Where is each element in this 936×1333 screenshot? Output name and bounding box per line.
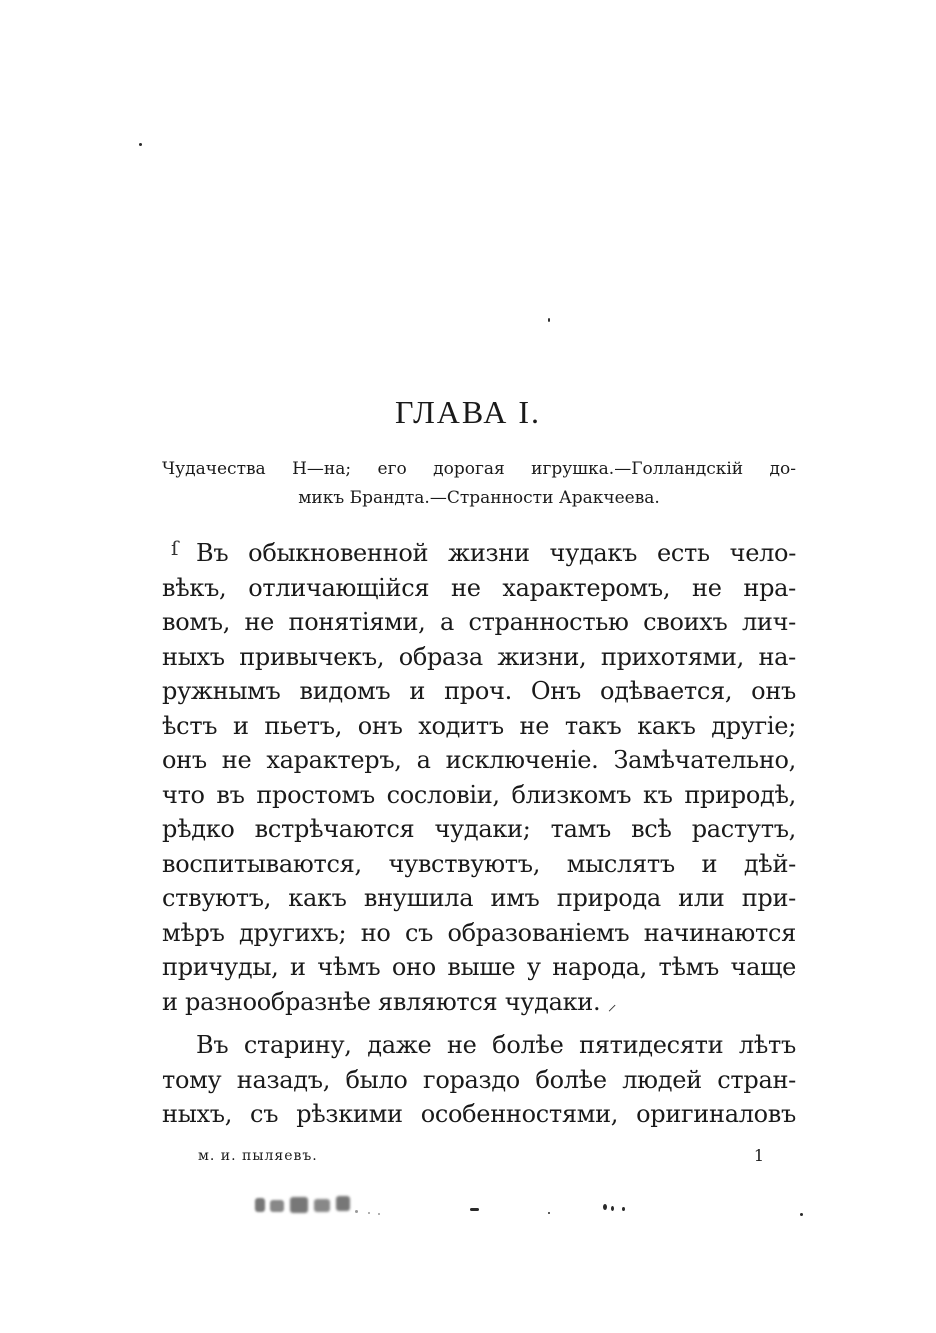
scan-speck [603,1204,607,1210]
scan-smudge [290,1197,308,1213]
text-line: ружнымъ видомъ и проч. Онъ одѣвается, онъ [162,677,796,705]
scan-speck [800,1213,803,1216]
text-line: ныхъ, съ рѣзкими особенностями, оригиналовъ [162,1100,796,1128]
scan-speck [622,1207,625,1211]
text-line: вомъ, не понятіями, а странностью своихъ лич- [162,608,796,636]
scan-speck [548,1212,550,1214]
text-line: Въ старину, даже не болѣе пятидесяти лѣтъ [196,1031,796,1059]
chapter-body [162,536,796,1132]
text-line: Въ обыкновенной жизни чудакъ есть чело- [196,539,796,567]
page-footer [198,1147,764,1165]
scan-smudge [336,1196,350,1211]
scan-smudge [314,1199,330,1212]
paragraph-open-mark: ſ [171,536,179,560]
paragraph-close-mark: ⸝ [607,993,617,1015]
text-line: ныхъ привычекъ, образа жизни, прихотями, на- [162,642,796,671]
chapter-summary [162,455,796,513]
scan-speck [368,1212,370,1214]
text-line: онъ не характеръ, а исключеніе. Замѣчательно, [162,746,796,774]
scan-speck [470,1208,479,1211]
scan-smudge [270,1200,284,1212]
page-number: 1 [753,1146,764,1165]
summary-line: микъ Брандта.—Странности Аракчеева. [298,488,660,508]
author-signature: м. и. пыляевъ. [198,1148,318,1164]
scan-speck [355,1210,358,1213]
text-line: причуды, и чѣмъ оно выше у народа, тѣмъ чаще [162,953,796,981]
summary-line: Чудачества Н—на; его дорогая игрушка.—Голландскій до- [162,459,796,479]
chapter-title: ГЛАВА I. [395,394,541,430]
scan-speck [611,1206,614,1211]
scan-speck [548,318,550,322]
scan-smudge [255,1198,265,1212]
text-line: тому назадъ, было гораздо болѣе людей стран- [162,1065,796,1094]
scan-speck [378,1213,380,1215]
text-line-content: и разнообразнѣе являются чудаки. [162,987,601,1016]
text-line: что въ простомъ сословіи, близкомъ къ природѣ, [162,780,796,809]
text-line [162,985,796,1023]
text-line: ѣстъ и пьетъ, онъ ходитъ не такъ какъ другіе; [162,711,796,740]
text-line: ствуютъ, какъ внушила имъ природа или при- [162,884,796,912]
text-line: рѣдко встрѣчаются чудаки; тамъ всѣ растутъ, [162,815,796,843]
text-line: мѣръ другихъ; но съ образованіемъ начинаются [162,918,796,947]
scan-speck [139,143,142,146]
text-line: воспитываются, чувствуютъ, мыслятъ и дѣй- [162,849,796,878]
text-line: вѣкъ, отличающійся не характеромъ, не нра- [162,573,796,602]
